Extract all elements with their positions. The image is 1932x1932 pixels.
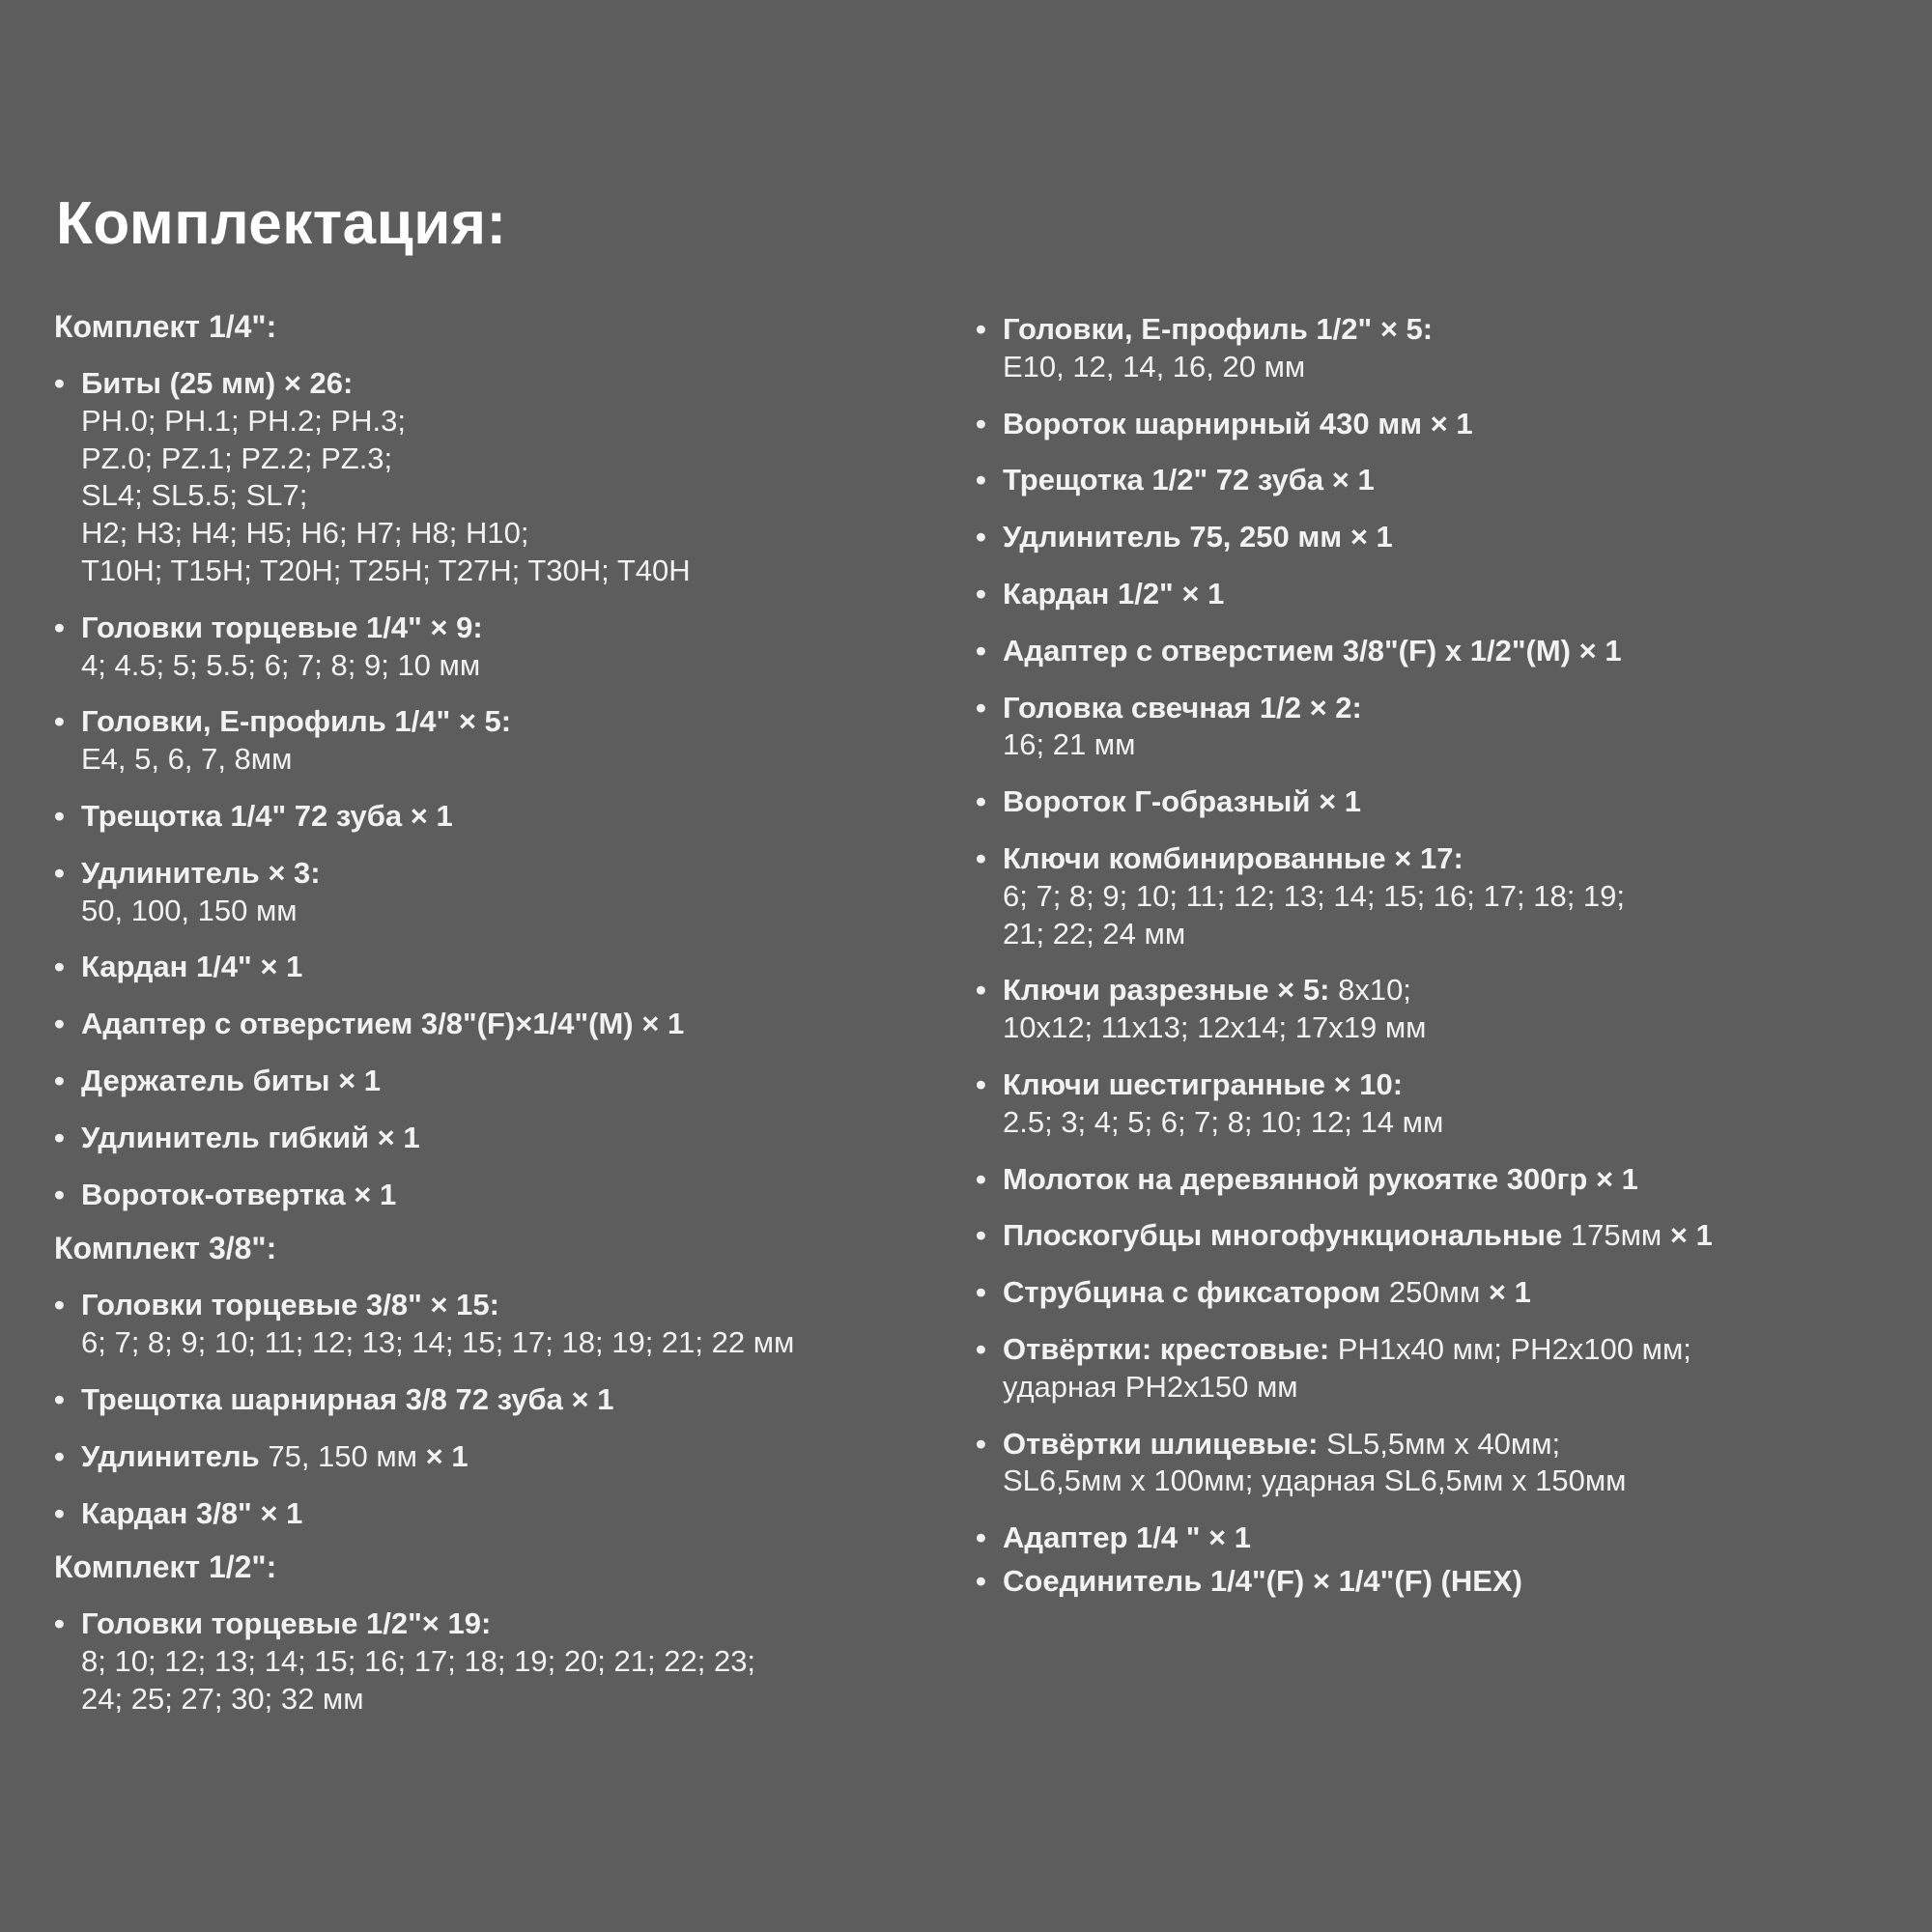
item-title: Кардан 1/2" × 1 (1003, 576, 1225, 611)
item-title: Вороток шарнирный 430 мм × 1 (1003, 406, 1473, 440)
item-inline-value: PH1x40 мм; PH2x100 мм; (1329, 1331, 1691, 1366)
item-detail-line: H2; H3; H4; H5; H6; H7; H8; H10; (81, 516, 529, 551)
list-item (976, 519, 1903, 556)
item-title: Трещотка 1/2" 72 зуба × 1 (1003, 463, 1375, 497)
item-detail-line: 16; 21 мм (1003, 727, 1136, 762)
list-item (54, 949, 923, 986)
list-item (976, 406, 1903, 443)
list-item (54, 1381, 923, 1419)
list-item (976, 1066, 1903, 1142)
item-title: Головки торцевые 1/4" × 9: (81, 610, 483, 644)
list-item (976, 840, 1903, 952)
item-list-1-2 (54, 1605, 923, 1718)
item-inline-value: SL5,5мм х 40мм; (1318, 1426, 1561, 1461)
item-quantity: × 1 (1480, 1275, 1531, 1310)
list-item (976, 690, 1903, 765)
item-detail-line: 50, 100, 150 мм (81, 893, 298, 927)
list-item (976, 1161, 1903, 1199)
item-title: Кардан 1/4" × 1 (81, 950, 303, 984)
item-title: Держатель биты × 1 (81, 1063, 382, 1097)
item-list-1-4 (54, 365, 923, 1213)
left-column (54, 307, 923, 1738)
list-item (976, 633, 1903, 670)
item-title: Удлинитель гибкий × 1 (81, 1120, 420, 1154)
item-title: Ключи шестигранные × 10: (1003, 1066, 1404, 1101)
item-detail-line: 6; 7; 8; 9; 10; 11; 12; 13; 14; 15; 16; 17; 18; 19; (1003, 878, 1626, 913)
item-title: Головки торцевые 1/2"× 19: (81, 1606, 492, 1641)
item-inline-value: 8x10; (1329, 973, 1411, 1008)
item-detail-line: 10x12; 11x13; 12x14; 17x19 мм (1003, 1010, 1427, 1045)
list-item (54, 1605, 923, 1718)
list-item (54, 1287, 923, 1362)
list-item (976, 972, 1903, 1047)
item-title: Удлинитель (81, 1438, 260, 1473)
list-item (976, 1520, 1903, 1557)
item-detail-line: PH.0; PH.1; PH.2; PH.3; (81, 403, 406, 438)
right-column (976, 311, 1903, 1620)
list-item (54, 365, 923, 590)
list-item (976, 1217, 1903, 1255)
list-item (976, 311, 1903, 386)
item-quantity: × 1 (1662, 1218, 1713, 1253)
list-item (54, 610, 923, 685)
item-detail-line: 4; 4.5; 5; 5.5; 6; 7; 8; 9; 10 мм (81, 647, 481, 682)
item-list-right (976, 311, 1903, 1601)
list-item (54, 1120, 923, 1157)
item-detail-line: 24; 25; 27; 30; 32 мм (81, 1681, 364, 1716)
list-item (976, 1426, 1903, 1501)
item-title: Вороток-отвертка × 1 (81, 1177, 397, 1211)
item-title: Биты (25 мм) × 26: (81, 366, 354, 400)
item-detail-line: SL4; SL5.5; SL7; (81, 478, 308, 513)
item-title: Молоток на деревянной рукоятке 300гр × 1 (1003, 1161, 1638, 1196)
list-item (54, 1438, 923, 1476)
item-detail-line: 8; 10; 12; 13; 14; 15; 16; 17; 18; 19; 20; 21; 22; 23; (81, 1644, 756, 1679)
list-item (976, 1563, 1903, 1601)
item-title: Ключи разрезные × 5: (1003, 973, 1330, 1008)
list-item (976, 1331, 1903, 1406)
item-detail-line: PZ.0; PZ.1; PZ.2; PZ.3; (81, 440, 393, 475)
item-title: Удлинитель 75, 250 мм × 1 (1003, 520, 1393, 554)
item-title: Головки, Е-профиль 1/4" × 5: (81, 704, 512, 739)
item-quantity: × 1 (417, 1438, 469, 1473)
item-title: Головка свечная 1/2 × 2: (1003, 690, 1362, 724)
page-title: Комплектация: (56, 190, 507, 257)
section-heading-1-2: Комплект 1/2": (54, 1549, 277, 1585)
list-item (54, 855, 923, 930)
list-item (976, 1274, 1903, 1312)
list-item (976, 462, 1903, 499)
item-title: Адаптер 1/4 " × 1 (1003, 1520, 1251, 1555)
list-item (54, 1495, 923, 1533)
item-detail-line: T10H; T15H; T20H; T25H; T27H; T30H; T40H (81, 553, 691, 587)
list-item (54, 1063, 923, 1100)
item-title: Адаптер с отверстием 3/8"(F) x 1/2"(M) × 1 (1003, 633, 1622, 668)
list-item (54, 1177, 923, 1214)
item-title: Трещотка шарнирная 3/8 72 зуба × 1 (81, 1381, 614, 1416)
item-title: Ключи комбинированные × 17: (1003, 840, 1463, 875)
item-detail-line: E10, 12, 14, 16, 20 мм (1003, 349, 1306, 384)
item-title: Головки торцевые 3/8" × 15: (81, 1288, 499, 1322)
item-detail-line: 6; 7; 8; 9; 10; 11; 12; 13; 14; 15; 17; 18; 19; 21; 22 мм (81, 1325, 795, 1360)
item-title: Вороток Г-образный × 1 (1003, 784, 1362, 819)
item-inline-value: 250мм (1380, 1275, 1481, 1310)
section-heading-1-4: Комплект 1/4": (54, 309, 277, 344)
item-title: Соединитель 1/4"(F) × 1/4"(F) (HEX) (1003, 1563, 1522, 1598)
item-title: Трещотка 1/4" 72 зуба × 1 (81, 798, 453, 833)
item-title: Удлинитель × 3: (81, 855, 321, 890)
item-title: Струбцина с фиксатором (1003, 1275, 1381, 1310)
item-title: Головки, Е-профиль 1/2" × 5: (1003, 312, 1434, 346)
item-title: Плоскогубцы многофункциональные (1003, 1218, 1563, 1253)
item-title: Адаптер с отверстием 3/8"(F)×1/4"(M) × 1 (81, 1007, 685, 1041)
list-item (54, 798, 923, 836)
item-list-3-8 (54, 1287, 923, 1532)
item-title: Кардан 3/8" × 1 (81, 1495, 303, 1530)
list-item (976, 576, 1903, 613)
item-detail-line: 21; 22; 24 мм (1003, 916, 1186, 951)
item-inline-value: 75, 150 мм (259, 1438, 417, 1473)
item-detail-line: ударная PH2x150 мм (1003, 1369, 1298, 1404)
item-inline-value: 175мм (1562, 1218, 1662, 1253)
item-detail-line: SL6,5мм х 100мм; ударная SL6,5мм х 150мм (1003, 1463, 1627, 1498)
item-detail-line: E4, 5, 6, 7, 8мм (81, 742, 293, 777)
list-item (54, 1006, 923, 1043)
item-title: Отвёртки шлицевые: (1003, 1426, 1319, 1461)
list-item (54, 703, 923, 779)
list-item (976, 783, 1903, 821)
section-heading-3-8: Комплект 3/8": (54, 1231, 277, 1266)
item-detail-line: 2.5; 3; 4; 5; 6; 7; 8; 10; 12; 14 мм (1003, 1104, 1444, 1139)
item-title: Отвёртки: крестовые: (1003, 1331, 1330, 1366)
